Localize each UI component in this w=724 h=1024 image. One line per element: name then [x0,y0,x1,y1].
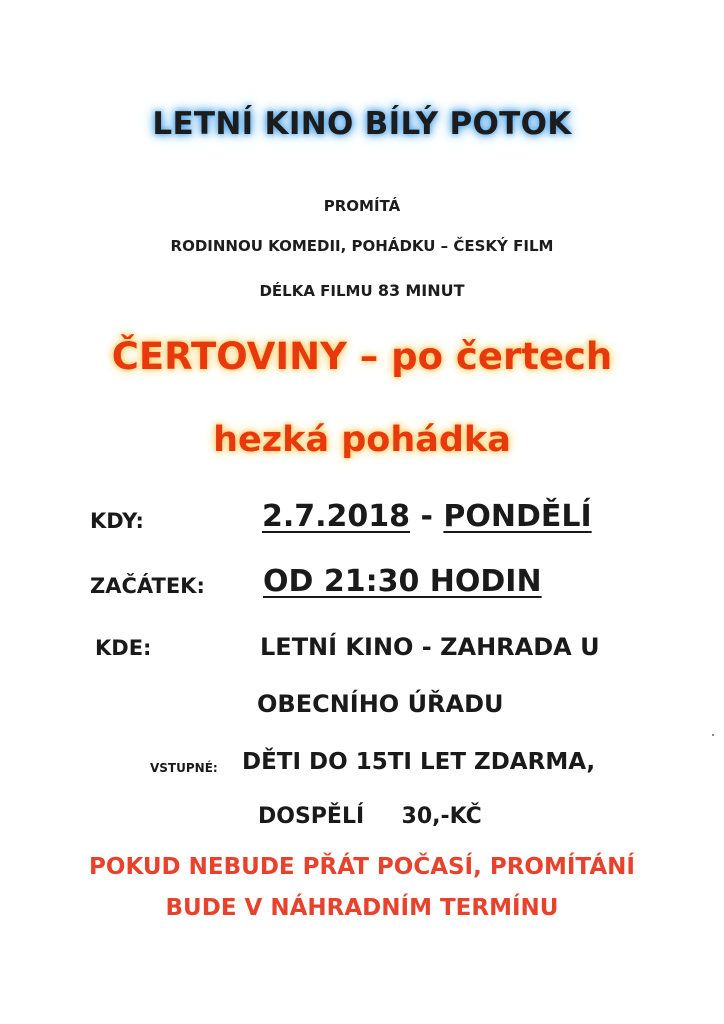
film-length-line [0,281,724,300]
when-value [262,499,592,534]
admission-adults [258,804,482,829]
film-length-unit: MINUT [405,281,465,300]
scan-speck [712,734,714,736]
where-label: KDE: [95,636,152,660]
where-line-1: LETNÍ KINO - ZAHRADA U [260,633,600,661]
when-label: KDY: [90,509,144,533]
event-day: PONDĚLÍ [443,499,592,534]
where-line-2: OBECNÍHO ÚŘADU [257,690,504,718]
adults-label: DOSPĚLÍ [258,804,365,829]
film-length-label: DÉLKA FILMU [259,282,373,300]
adults-price: 30,-KČ [401,804,482,829]
event-date: 2.7.2018 [262,499,411,534]
admission-label: VSTUPNÉ: [150,761,218,775]
date-separator: - [420,499,433,534]
admission-children: DĚTI DO 15TI LET ZDARMA, [242,749,596,775]
film-tagline: hezká pohádka [213,420,511,460]
film-title: ČERTOVINY – po čertech [111,335,613,378]
film-length-value: 83 [377,281,401,300]
presents-line: PROMÍTÁ [323,197,401,215]
weather-notice-line-2: BUDE V NÁHRADNÍM TERMÍNU [165,895,559,921]
genre-line: RODINNOU KOMEDII, POHÁDKU – ČESKÝ FILM [170,237,554,255]
start-label: ZAČÁTEK: [90,574,205,598]
weather-notice-line-1: POKUD NEBUDE PŘÁT POČASÍ, PROMÍTÁNÍ [89,854,635,880]
poster-title: LETNÍ KINO BÍLÝ POTOK [152,106,572,142]
start-time: OD 21:30 HODIN [263,564,542,599]
